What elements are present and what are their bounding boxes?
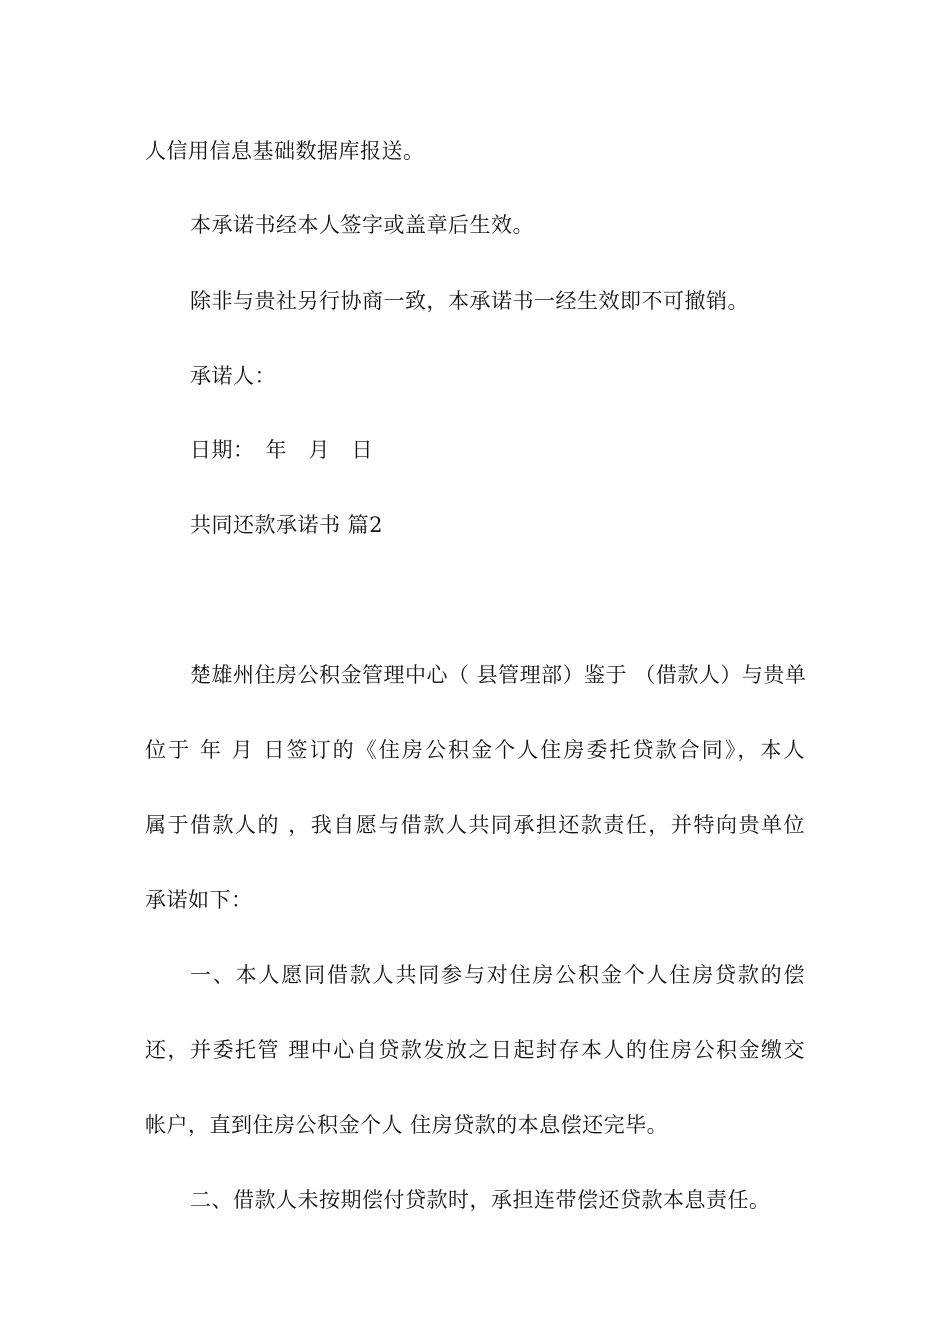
paragraph-line: 人信用信息基础数据库报送。 (145, 139, 425, 163)
paragraph-line: 除非与贵社另行协商一致，本承诺书一经生效即不可撤销。 (190, 289, 749, 313)
paragraph-line: 还，并委托管 理中心自贷款发放之日起封存本人的住房公积金缴交 (145, 1038, 805, 1062)
paragraph-line: 一、本人愿同借款人共同参与对住房公积金个人住房贷款的偿 (190, 963, 805, 987)
paragraph-line: 帐户，直到住房公积金个人 住房贷款的本息偿还完毕。 (145, 1113, 669, 1137)
date-label: 日期： 年 月 日 (190, 438, 373, 462)
signer-label: 承诺人： (190, 364, 276, 388)
paragraph-line: 承诺如下： (145, 888, 253, 912)
paragraph-line: 位于 年 月 日签订的《住房公积金个人住房委托贷款合同》，本人 (145, 738, 805, 762)
paragraph-line: 楚雄州住房公积金管理中心（ 县管理部）鉴于 （借款人）与贵单 (190, 663, 807, 687)
paragraph-line: 本承诺书经本人签字或盖章后生效。 (190, 213, 534, 237)
paragraph-line: 属于借款人的 ，我自愿与借款人共同承担还款责任，并特向贵单位 (145, 813, 805, 837)
section-heading: 共同还款承诺书 篇2 (190, 513, 384, 537)
paragraph-line: 二、借款人未按期偿付贷款时，承担连带偿还贷款本息责任。 (190, 1188, 771, 1212)
